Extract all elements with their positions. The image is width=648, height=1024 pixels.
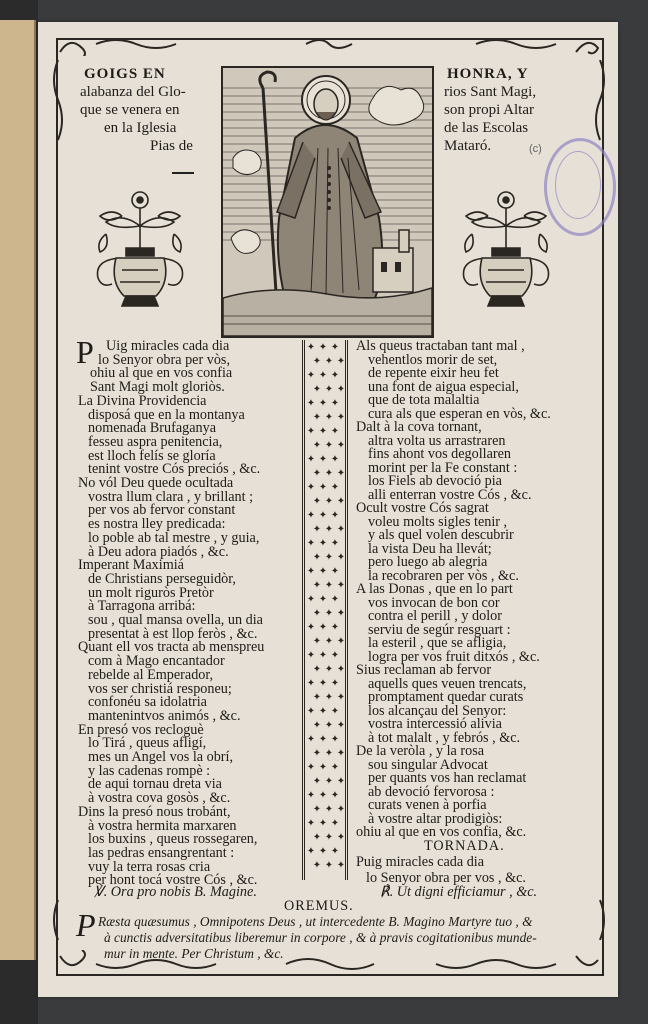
- star-glyph: ✦: [324, 692, 334, 703]
- right-flower-vase-ornament: [458, 186, 554, 316]
- right-verse-line: de repente eixir heu fet: [368, 365, 499, 381]
- title-right-3: son propi Altar: [444, 102, 534, 118]
- top-border-ornament: [56, 34, 602, 56]
- right-verse-line: promptament quedar curats: [368, 689, 524, 705]
- star-glyph: ✦: [306, 762, 316, 773]
- left-verse-line: mes un Angel vos la obrí,: [88, 749, 234, 765]
- star-glyph: ✦: [324, 776, 334, 787]
- star-glyph: ✦: [306, 342, 316, 353]
- star-glyph: ✦: [306, 790, 316, 801]
- left-verse-line: com à Mago encantador: [88, 653, 225, 670]
- star-glyph: ✦: [306, 370, 316, 381]
- title-left-2: alabanza del Glo-: [80, 84, 186, 100]
- title-left-4: en la Iglesia: [104, 120, 177, 136]
- star-glyph: ✦: [330, 650, 340, 661]
- left-verse-line: lo Senyor obra per vòs,: [98, 351, 230, 368]
- star-glyph: ✦: [336, 524, 345, 535]
- left-verse-line: per vos ab fervor constant: [88, 502, 236, 519]
- star-glyph: ✦: [306, 650, 316, 661]
- left-verse-line: nomenada Brufaganya: [88, 420, 217, 437]
- oremus-drop-cap: P: [76, 907, 96, 943]
- star-glyph: ✦: [312, 776, 322, 787]
- left-verse-line: En presó vos recloguè: [78, 721, 204, 738]
- star-glyph: ✦: [330, 566, 340, 577]
- star-glyph: ✦: [324, 720, 334, 731]
- star-glyph: ✦: [306, 426, 316, 437]
- star-glyph: ✦: [318, 594, 328, 605]
- right-verse-line: à tot malalt , y febrós , &c.: [368, 729, 521, 746]
- left-verse-line: sou , qual mansa ovella, un dia: [88, 612, 263, 628]
- star-glyph: ✦: [312, 832, 322, 843]
- oremus-heading: OREMUS.: [284, 898, 354, 914]
- star-glyph: ✦: [330, 706, 340, 717]
- star-glyph: ✦: [312, 636, 322, 647]
- left-verse-line: à vostra hermita marxaren: [88, 817, 237, 834]
- star-glyph: ✦: [336, 384, 345, 395]
- right-verse-line: A las Donas , que en lo part: [356, 581, 513, 597]
- star-glyph: ✦: [306, 846, 316, 857]
- star-glyph: ✦: [318, 818, 328, 829]
- star-glyph: ✦: [330, 790, 340, 801]
- left-verse-line: à vostra cova gosòs , &c.: [88, 790, 231, 807]
- star-glyph: ✦: [306, 622, 316, 633]
- left-verse-line: presentat à est llop feròs , &c.: [88, 625, 258, 642]
- title-left-3: que se venera en: [80, 102, 180, 118]
- left-verse-line: vostra llum clara , y brillant ;: [88, 488, 254, 505]
- right-verse-line: alli enterran vostre Cós , &c.: [368, 486, 532, 503]
- star-glyph: ✦: [306, 398, 316, 409]
- star-glyph: ✦: [318, 706, 328, 717]
- star-glyph: ✦: [318, 398, 328, 409]
- title-rule: [172, 172, 194, 174]
- pencil-margin-note: (c): [529, 143, 542, 155]
- oremus-line-3: mur in mente. Per Christum , &c.: [104, 946, 284, 961]
- right-verse-line: sou singular Advocat: [368, 756, 488, 773]
- star-glyph: ✦: [324, 468, 334, 479]
- star-glyph: ✦: [312, 552, 322, 563]
- star-glyph: ✦: [336, 832, 345, 843]
- right-verse-line: De la veròla , y la rosa: [356, 743, 485, 759]
- left-versicle: ℣. Ora pro nobis B. Magine.: [94, 884, 257, 900]
- star-glyph: ✦: [324, 664, 334, 675]
- star-glyph: ✦: [324, 580, 334, 591]
- right-verse-line: cura als que esperan en vòs, &c.: [368, 405, 551, 422]
- tornada-line-1: Puig miracles cada dia: [356, 854, 485, 870]
- right-verse-line: que de tota malaltia: [368, 392, 480, 408]
- star-glyph: ✦: [330, 398, 340, 409]
- star-glyph: ✦: [336, 608, 345, 619]
- star-glyph: ✦: [336, 412, 345, 423]
- left-verse-line: lo Tirá , queus afligí,: [88, 735, 207, 752]
- left-verse-line: No vól Deu quede ocultada: [78, 475, 234, 491]
- star-glyph: ✦: [318, 370, 328, 381]
- right-verse-line: aquells ques veuen trencats,: [368, 675, 527, 692]
- left-verse-line: mantenintvos animós , &c.: [88, 707, 241, 724]
- right-verse-line: los alcançau del Senyor:: [368, 702, 507, 719]
- star-glyph: ✦: [318, 538, 328, 549]
- star-glyph: ✦: [312, 412, 322, 423]
- star-glyph: ✦: [330, 510, 340, 521]
- star-glyph: ✦: [336, 692, 345, 703]
- star-glyph: ✦: [336, 636, 345, 647]
- right-verse-line: ohiu al que en vos confia, &c.: [356, 824, 527, 840]
- left-verse-line: Sant Magi molt gloriòs.: [90, 379, 225, 396]
- right-verse-line: Als queus tractaban tant mal ,: [356, 338, 525, 354]
- star-glyph: ✦: [336, 496, 345, 507]
- star-glyph: ✦: [318, 846, 328, 857]
- left-verse-line: Dins la presó nous trobánt,: [78, 803, 231, 820]
- left-verse-line: tenint vostre Cós preciós , &c.: [88, 461, 261, 478]
- star-glyph: ✦: [318, 566, 328, 577]
- star-glyph: ✦: [306, 818, 316, 829]
- star-glyph: ✦: [312, 384, 322, 395]
- star-glyph: ✦: [324, 524, 334, 535]
- left-verse-line: per hont tocá vostre Cós , &c.: [88, 872, 258, 889]
- right-verse-line: la vista Deu ha llevát;: [368, 540, 492, 557]
- star-glyph: ✦: [318, 482, 328, 493]
- star-glyph: ✦: [330, 538, 340, 549]
- left-verse-line: est lloch felís se gloría: [88, 447, 216, 464]
- tornada-heading: TORNADA.: [424, 838, 505, 854]
- star-glyph: ✦: [330, 482, 340, 493]
- left-border-ornament: [50, 60, 66, 940]
- right-verse-line: à vostre altar prodigiòs:: [368, 810, 503, 827]
- star-glyph: ✦: [330, 594, 340, 605]
- star-glyph: ✦: [336, 552, 345, 563]
- title-right-2: rios Sant Magi,: [444, 84, 537, 100]
- star-glyph: ✦: [312, 496, 322, 507]
- star-glyph: ✦: [318, 622, 328, 633]
- star-glyph: ✦: [312, 468, 322, 479]
- star-glyph: ✦: [318, 510, 328, 521]
- left-verse-line: à Deu adora piadós , &c.: [88, 543, 229, 560]
- left-verse-line: ohiu al que en vos confia: [90, 365, 233, 382]
- star-glyph: ✦: [324, 412, 334, 423]
- left-verse-line: las pedras ensangrentant :: [88, 844, 235, 861]
- star-glyph: ✦: [336, 468, 345, 479]
- left-verse-line: de aqui tornau dreta via: [88, 776, 222, 793]
- star-glyph: ✦: [306, 706, 316, 717]
- title-left-1: GOIGS EN: [84, 66, 166, 82]
- star-glyph: ✦: [306, 510, 316, 521]
- right-verse-line: y als quel volen descubrir: [368, 527, 514, 543]
- right-verse-line: vostra intercessió alivia: [368, 716, 502, 732]
- title-right-1: HONRA, Y: [447, 66, 529, 82]
- center-star-divider: [302, 340, 348, 880]
- left-verse-line: Imperant Maximiá: [78, 557, 184, 574]
- left-verse-line: de Christians perseguidòr,: [88, 570, 236, 587]
- left-verse-line: La Divina Providencia: [78, 392, 207, 409]
- star-glyph: ✦: [336, 860, 345, 871]
- star-glyph: ✦: [306, 482, 316, 493]
- left-verse-line: y las cadenas rompè :: [88, 762, 211, 779]
- star-glyph: ✦: [324, 636, 334, 647]
- star-glyph: ✦: [330, 342, 340, 353]
- title-left-5: Pias de: [150, 138, 193, 154]
- right-verse-line: serviu de segúr resguart :: [368, 621, 511, 638]
- star-glyph: ✦: [330, 734, 340, 745]
- left-verse-line: Quant ell vos tracta ab menspreu: [78, 639, 265, 656]
- right-verse-line: morint per la Fe constant :: [368, 459, 518, 476]
- star-glyph: ✦: [324, 860, 334, 871]
- star-glyph: ✦: [330, 622, 340, 633]
- library-stamp: [544, 138, 616, 236]
- star-glyph: ✦: [318, 454, 328, 465]
- left-verse-line: vuy la terra rosas cria: [88, 858, 211, 875]
- left-verse-line: rebelde al Emperador,: [88, 666, 214, 683]
- star-glyph: ✦: [318, 790, 328, 801]
- star-glyph: ✦: [330, 846, 340, 857]
- star-glyph: ✦: [324, 440, 334, 451]
- right-verse-line: voleu molts sigles tenir ,: [368, 513, 508, 530]
- left-flower-vase-ornament: [92, 186, 188, 316]
- star-glyph: ✦: [336, 440, 345, 451]
- star-glyph: ✦: [324, 832, 334, 843]
- star-glyph: ✦: [330, 454, 340, 465]
- left-verse-line: Uig miracles cada dia: [106, 338, 230, 354]
- star-glyph: ✦: [312, 692, 322, 703]
- star-glyph: ✦: [330, 370, 340, 381]
- left-verse-line: à Tarragona arribá:: [88, 598, 196, 615]
- star-glyph: ✦: [306, 538, 316, 549]
- star-glyph: ✦: [312, 580, 322, 591]
- right-versicle: ℟. Ut digni efficiamur , &c.: [380, 884, 538, 900]
- right-verse-line: curats venen à porfia: [368, 797, 487, 813]
- star-glyph: ✦: [336, 580, 345, 591]
- right-verse-line: vehentlos morir de set,: [368, 351, 498, 368]
- left-verse-line: es nostra lley predicada:: [88, 516, 226, 533]
- star-glyph: ✦: [330, 762, 340, 773]
- star-glyph: ✦: [312, 440, 322, 451]
- right-verse-line: altra volta us arrastraren: [368, 432, 506, 449]
- star-glyph: ✦: [336, 804, 345, 815]
- star-glyph: ✦: [318, 678, 328, 689]
- right-verse-line: Ocult vostre Cós sagrat: [356, 500, 489, 516]
- star-glyph: ✦: [312, 664, 322, 675]
- star-glyph: ✦: [312, 748, 322, 759]
- library-stamp-inner-ring: [555, 151, 601, 219]
- star-glyph: ✦: [312, 608, 322, 619]
- star-glyph: ✦: [336, 720, 345, 731]
- star-glyph: ✦: [330, 426, 340, 437]
- right-verse-line: ab devoció fervorosa :: [368, 783, 495, 800]
- star-glyph: ✦: [324, 356, 334, 367]
- saint-woodcut-image: [221, 66, 434, 338]
- star-glyph: ✦: [306, 454, 316, 465]
- star-glyph: ✦: [306, 566, 316, 577]
- left-verse-line: lo poble ab tal mestre , y guia,: [88, 529, 260, 546]
- right-verse-line: per quants vos han reclamat: [368, 770, 527, 786]
- title-right-4: de las Escolas: [444, 120, 529, 136]
- star-glyph: ✦: [336, 664, 345, 675]
- star-glyph: ✦: [324, 804, 334, 815]
- star-glyph: ✦: [318, 650, 328, 661]
- star-glyph: ✦: [318, 734, 328, 745]
- star-glyph: ✦: [318, 426, 328, 437]
- star-glyph: ✦: [318, 762, 328, 773]
- right-verse-line: Dalt à la cova tornant,: [356, 419, 482, 435]
- star-pattern: [305, 340, 345, 880]
- left-verse-line: disposá que en la montanya: [88, 406, 245, 423]
- right-verse-line: los Fiels ab devoció pia: [368, 473, 502, 489]
- star-glyph: ✦: [330, 818, 340, 829]
- star-glyph: ✦: [312, 356, 322, 367]
- star-glyph: ✦: [324, 608, 334, 619]
- star-glyph: ✦: [336, 776, 345, 787]
- star-glyph: ✦: [318, 342, 328, 353]
- left-verse-line: un molt riguròs Pretòr: [88, 584, 214, 601]
- right-verse-line: Sius reclaman ab fervor: [356, 662, 492, 678]
- star-glyph: ✦: [312, 804, 322, 815]
- star-glyph: ✦: [312, 524, 322, 535]
- right-verse-line: la esteril , que se afligia,: [368, 635, 507, 651]
- title-right-5: Mataró.: [444, 138, 492, 154]
- left-verse-line: los buxins , queus rossegaren,: [88, 831, 258, 848]
- star-glyph: ✦: [306, 734, 316, 745]
- right-verse-line: logra per vos fruit ditxós , &c.: [368, 648, 540, 665]
- star-glyph: ✦: [324, 496, 334, 507]
- drop-cap-p: P: [76, 334, 94, 370]
- star-glyph: ✦: [324, 552, 334, 563]
- left-verse-line: confonéu sa idolatria: [88, 694, 207, 711]
- star-glyph: ✦: [306, 678, 316, 689]
- right-verse-line: una font de aigua especial,: [368, 378, 519, 395]
- right-verse-line: la recobraren per vòs , &c.: [368, 567, 519, 584]
- oremus-line-2: à cunctis adversitatibus liberemur in corpore , & à pravis cogitationibus munde-: [104, 930, 537, 945]
- star-glyph: ✦: [330, 678, 340, 689]
- right-verse-line: pero luego ab alegria: [368, 554, 488, 570]
- book-page-edges: [0, 20, 36, 960]
- right-verse-line: fins ahont vos degollaren: [368, 446, 512, 462]
- star-glyph: ✦: [312, 720, 322, 731]
- star-glyph: ✦: [312, 860, 322, 871]
- left-verse-line: fesseu aspra penitencia,: [88, 433, 223, 450]
- oremus-line-1: Ræsta quæsumus , Omnipotens Deus , ut intercedente B. Magino Martyre tuo , &: [98, 914, 533, 929]
- star-glyph: ✦: [336, 356, 345, 367]
- left-verse-line: vos ser christiá responeu;: [88, 680, 232, 697]
- right-verse-line: contra el perill , y dolor: [368, 608, 502, 624]
- star-glyph: ✦: [324, 748, 334, 759]
- star-glyph: ✦: [336, 748, 345, 759]
- right-verse-line: vos invocan de bon cor: [368, 594, 500, 611]
- tornada-line-2: lo Senyor obra per vos , &c.: [366, 870, 526, 886]
- star-glyph: ✦: [306, 594, 316, 605]
- star-glyph: ✦: [324, 384, 334, 395]
